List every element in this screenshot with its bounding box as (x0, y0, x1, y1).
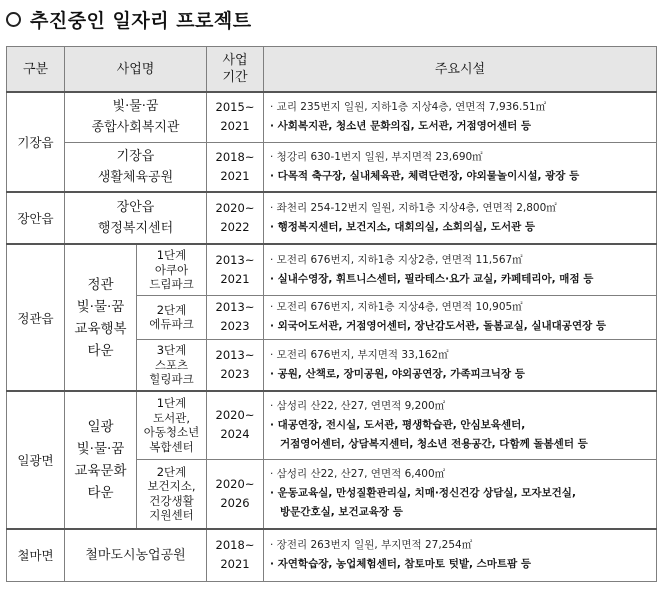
project-stage: 2단계 보건지소, 건강생활 지원센터 (137, 459, 207, 529)
project-name: 철마도시농업공원 (65, 529, 207, 581)
project-period: 2018~ 2021 (207, 529, 264, 581)
project-stage: 2단계 에듀파크 (137, 295, 207, 339)
project-name: 기장읍 생활체육공원 (65, 142, 207, 192)
project-facilities: · 장전리 263번지 일원, 부지면적 27,254㎡ · 자연학습장, 농업체험센터, 참토마토 텃밭, 스마트팜 등 (264, 529, 657, 581)
project-period: 2013~ 2021 (207, 244, 264, 295)
project-facilities: · 교리 235번지 일원, 지하1층 지상4층, 연면적 7,936.51㎡ · 사회복지관, 청소년 문화의집, 도서관, 거점영어센터 등 (264, 92, 657, 142)
table-row (7, 244, 657, 295)
project-name: 정관 빛·물·꿈 교육행복 타운 (65, 244, 137, 391)
project-period: 2018~ 2021 (207, 142, 264, 192)
header-region: 구분 (7, 47, 65, 93)
project-period: 2013~ 2023 (207, 295, 264, 339)
project-facilities: · 좌천리 254-12번지 일원, 지하1층 지상4층, 연면적 2,800㎡ · 행정복지센터, 보건지소, 대회의실, 소회의실, 도서관 등 (264, 192, 657, 244)
project-name: 장안읍 행정복지센터 (65, 192, 207, 244)
region-cell: 기장읍 (7, 92, 65, 192)
section-heading (6, 4, 252, 34)
project-facilities: · 모전리 676번지, 지하1층 지상2층, 연면적 11,567㎡ · 실내수영장, 휘트니스센터, 필라테스·요가 교실, 카페테리아, 매점 등 (264, 244, 657, 295)
project-stage: 3단계 스포츠 힐링파크 (137, 339, 207, 391)
project-facilities: · 모전리 676번지, 부지면적 33,162㎡ · 공원, 산책로, 장미공원, 야외공연장, 가족피크닉장 등 (264, 339, 657, 391)
project-period: 2015~ 2021 (207, 92, 264, 142)
project-name: 일광 빛·물·꿈 교육문화 타운 (65, 391, 137, 529)
project-period: 2020~ 2022 (207, 192, 264, 244)
project-facilities: · 청강리 630-1번지 일원, 부지면적 23,690㎡ · 다목적 축구장, 실내체육관, 체력단련장, 야외물놀이시설, 광장 등 (264, 142, 657, 192)
region-cell: 장안읍 (7, 192, 65, 244)
project-facilities: · 삼성리 산22, 산27, 연면적 9,200㎡ · 대공연장, 전시실, 도서관, 평생학습관, 안심보육센터, 거점영어센터, 상담복지센터, 청소년 전용공간, 다함께 돌봄센터 등 (264, 391, 657, 459)
project-stage: 1단계 아쿠아 드림파크 (137, 244, 207, 295)
table-row (7, 92, 657, 142)
header-facilities: 주요시설 (264, 47, 657, 93)
project-stage: 1단계 도서관, 아동청소년 복합센터 (137, 391, 207, 459)
table-row (7, 142, 657, 192)
project-facilities: · 모전리 676번지, 지하1층 지상4층, 연면적 10,905㎡ · 외국어도서관, 거점영어센터, 장난감도서관, 돌봄교실, 실내대공연장 등 (264, 295, 657, 339)
circle-bullet-icon (6, 12, 21, 27)
project-period: 2020~ 2024 (207, 391, 264, 459)
project-table (6, 46, 657, 582)
table-row (7, 529, 657, 581)
table-row (7, 192, 657, 244)
page-title: 추진중인 일자리 프로젝트 (30, 9, 252, 32)
project-period: 2013~ 2023 (207, 339, 264, 391)
project-facilities: · 삼성리 산22, 산27, 연면적 6,400㎡ · 운동교육실, 만성질환관리실, 치매·정신건강 상담실, 모자보건실, 방문간호실, 보건교육장 등 (264, 459, 657, 529)
table-row (7, 391, 657, 459)
region-cell: 정관읍 (7, 244, 65, 391)
header-project: 사업명 (65, 47, 207, 93)
region-cell: 철마면 (7, 529, 65, 581)
project-name: 빛·물·꿈 종합사회복지관 (65, 92, 207, 142)
header-period: 사업 기간 (207, 47, 264, 93)
project-period: 2020~ 2026 (207, 459, 264, 529)
table-header-row (7, 47, 657, 93)
region-cell: 일광면 (7, 391, 65, 529)
